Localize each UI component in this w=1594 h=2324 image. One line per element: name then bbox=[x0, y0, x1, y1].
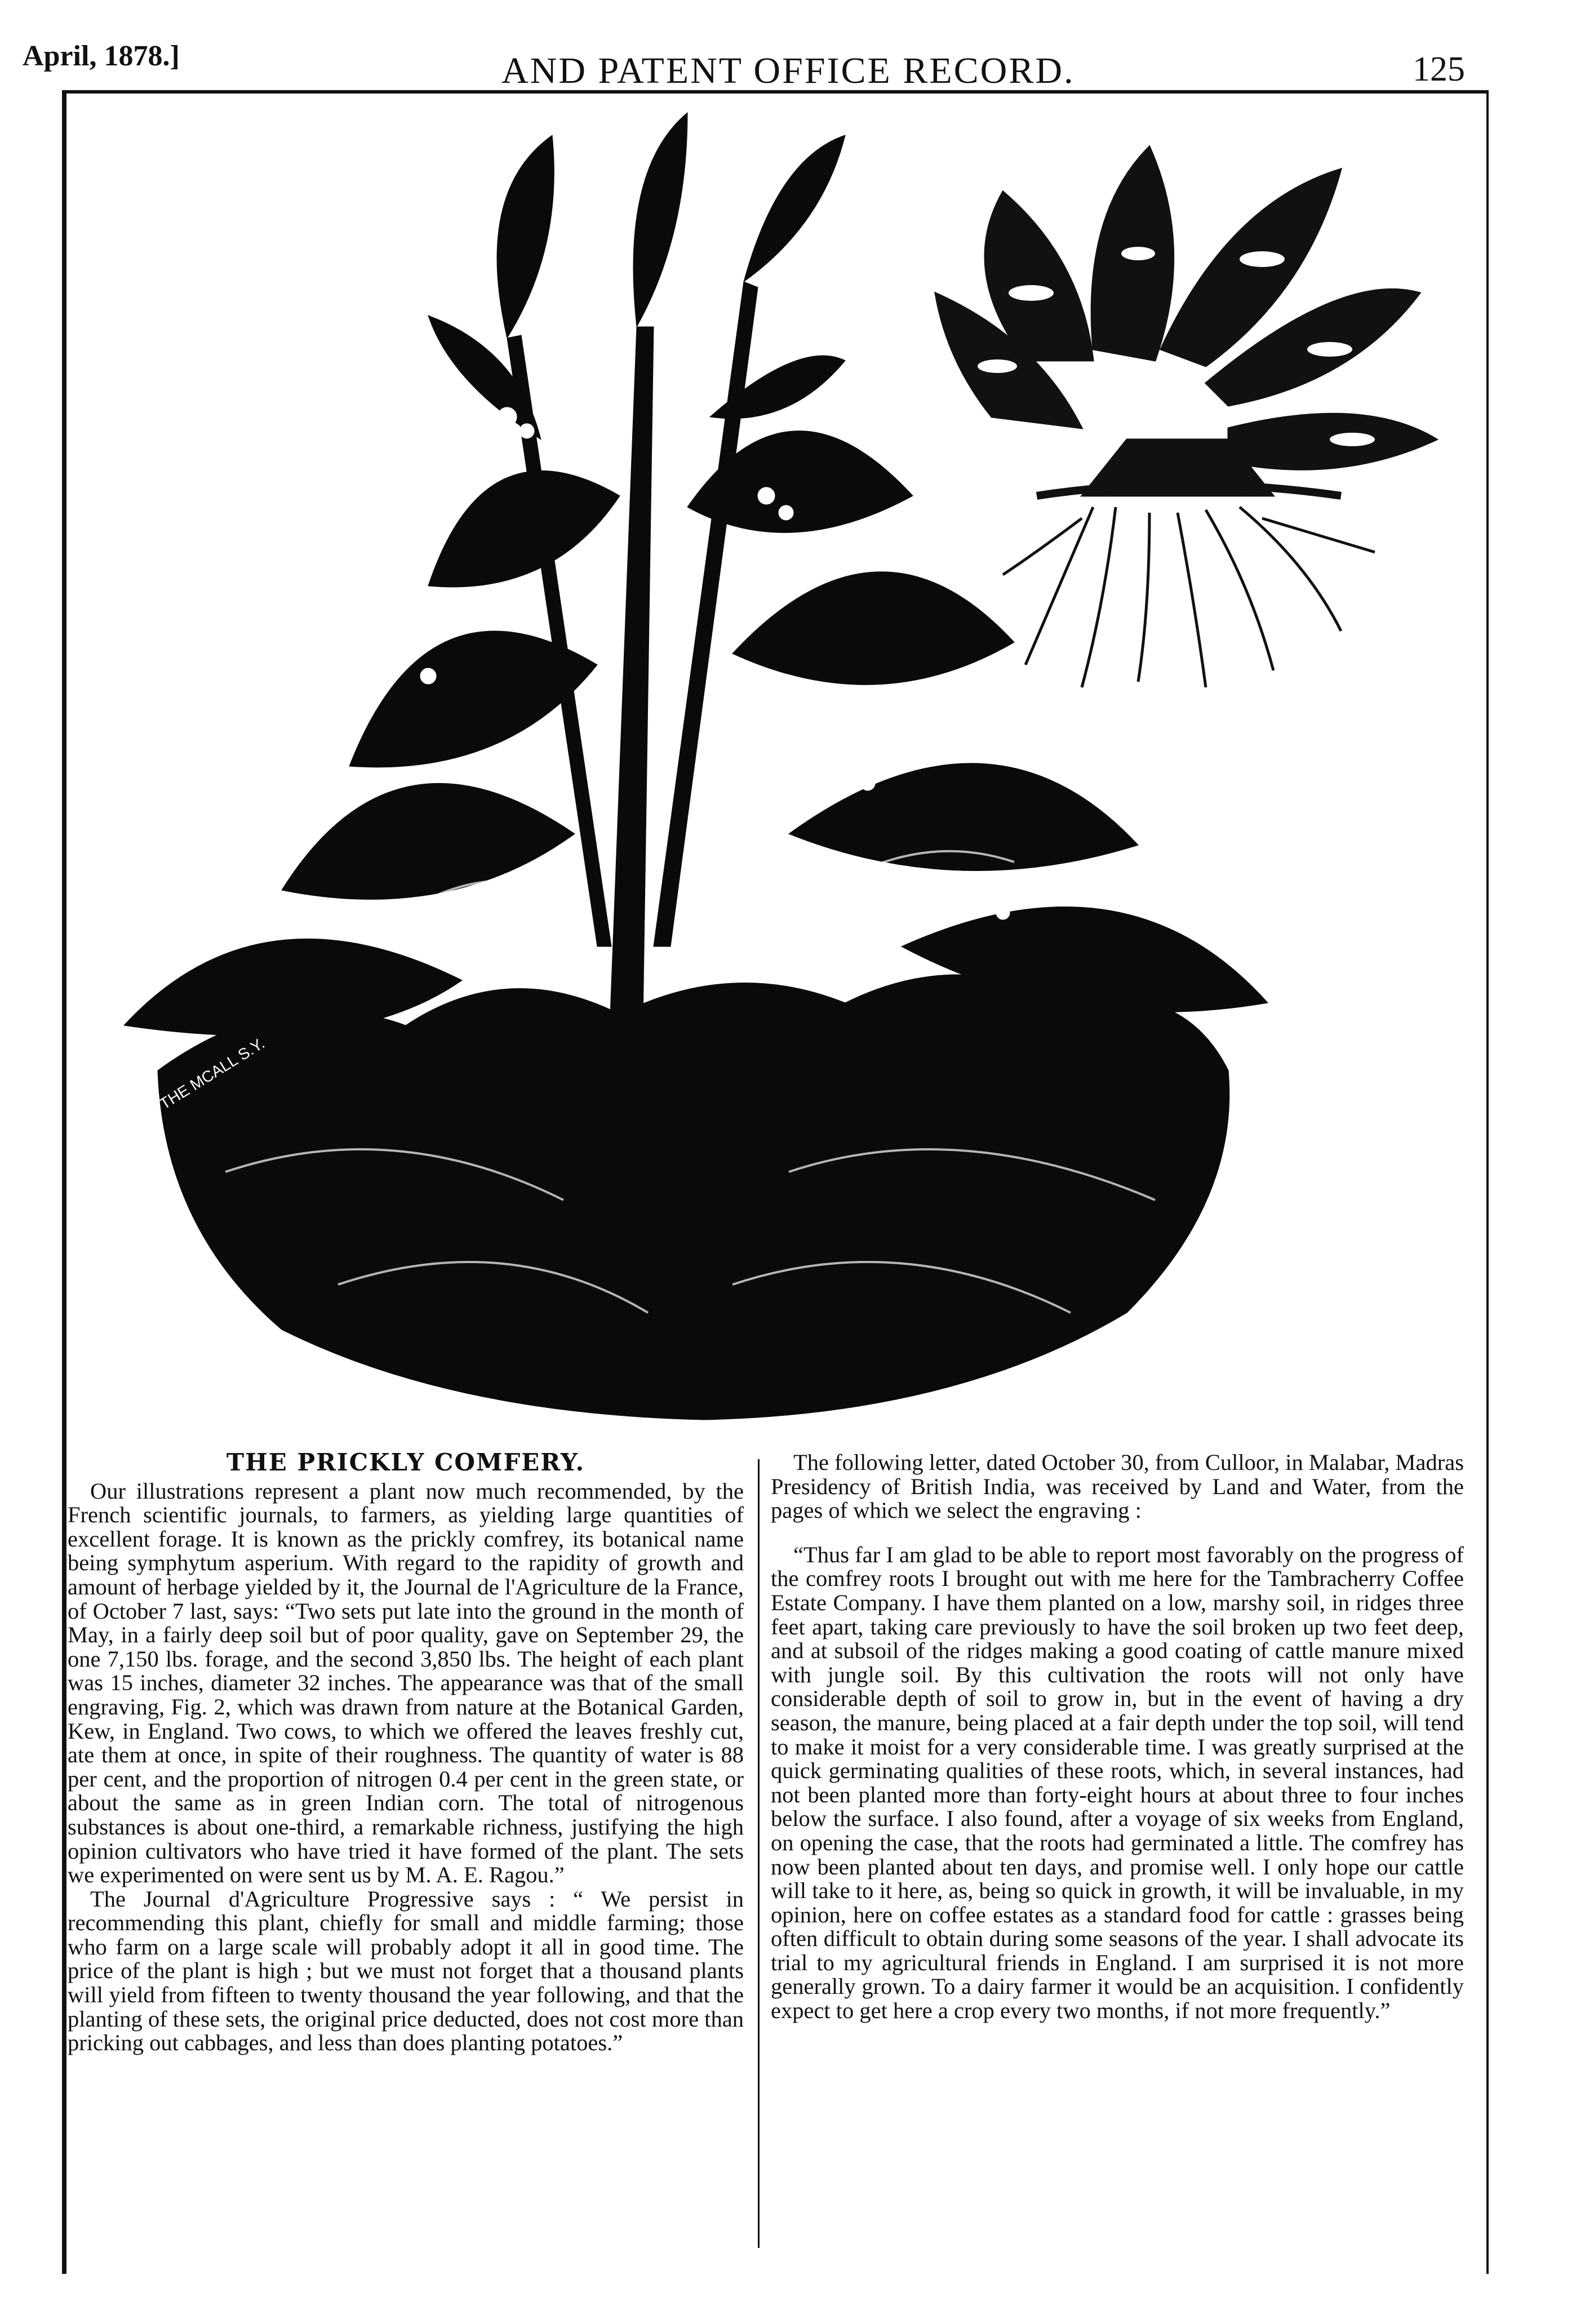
issue-date: April, 1878.] bbox=[23, 40, 180, 72]
page-number: 125 bbox=[1413, 50, 1465, 88]
engraver-signature: THE MCALL S.Y. bbox=[156, 1034, 268, 1113]
comfrey-roots-engraving bbox=[913, 124, 1471, 699]
article-left-column bbox=[68, 1448, 744, 2056]
paragraph: The Journal d'Agriculture Progressive says : “ We persist in recommending this plant, chiefly for small and middle farming; those who farm on a large scale will probably adopt it all in good time. The price of the plant is high ; but we must not forget that a thousand plants will yield from fifteen to twenty thousand the year following, and that the planting of these sets, the original price deducted, does not cost more than pricking out cabbages, and less than does planting potatoes.” bbox=[68, 1886, 744, 2056]
article-title: THE PRICKLY COMFERY. bbox=[226, 1448, 585, 1476]
article-right-column bbox=[771, 1451, 1464, 2023]
letter-intro: The following letter, dated October 30, from Culloor, in Malabar, Madras Presidency of British India, was received by Land and Water, from the pages of which we select the engraving : bbox=[771, 1450, 1464, 1523]
letter-body: “Thus far I am glad to be able to report most favorably on the progress of the comfrey roots I brought out with me here for the Tambracherry Coffee Estate Company. I have them planted on a low, marshy soil, in ridges three feet apart, taking care previously to have the soil broken up two feet deep, and at subsoil of the ridges making a good coating of cattle manure mixed with jungle soil. By this cultivation the roots will not only have considerable depth of soil to grow in, but in the event of having a dry season, the manure, being placed at a fair depth under the top soil, will tend to make it moist for a very considerable time. I was greatly surprised at the quick germinating qualities of these roots, which, in several instances, had not been planted more than forty-eight hours at about three to four inches below the surface. I also found, after a voyage of six weeks from England, on opening the case, that the roots had germinated a little. The comfrey has now been planted about ten days, and promise well. I only hope our cattle will take to it here, as, being so quick in growth, it will be invaluable, in my opinion, here on coffee estates as a standard food for cattle : grasses being often difficult to obtain during some seasons of the year. I shall advocate its trial to my agricultural friends in England. I am surprised it is not more generally grown. To a dairy farmer it would be an acquisition. I confidently expect to get here a crop every two months, if not more frequently.” bbox=[771, 1541, 1464, 2024]
column-divider bbox=[758, 1459, 760, 2248]
page-header bbox=[23, 39, 1465, 90]
paragraph: Our illustrations represent a plant now much recommended, by the French scientific journals, to farmers, as yielding large quantities of excellent forage. It is known as the prickly comfrey, its botanical name being symphytum asperium. With regard to the rapidity of growth and amount of herbage yielded by it, the Journal de l'Agriculture de la France, of October 7 last, says: “Two sets put late into the ground in the month of May, in a fairly deep soil but of poor quality, gave on September 29, the one 7,150 lbs. forage, and the second 3,850 lbs. The height of each plant was 15 inches, diameter 32 inches. The appearance was that of the small engraving, Fig. 2, which was drawn from nature at the Botanical Garden, Kew, in England. Two cows, to which we offered the leaves freshly cut, ate them at once, in spite of their roughness. The quantity of water is 88 per cent, and the proportion of nitrogen 0.4 per cent in the green state, or about the same as in green Indian corn. The total of nitrogenous substances is about one-third, a remarkable richness, justifying the high opinion cultivators who have tried it have formed of the plant. The sets we experimented on were sent us by M. A. E. Ragou.” bbox=[68, 1478, 744, 1888]
running-head: AND PATENT OFFICE RECORD. bbox=[501, 50, 1075, 91]
